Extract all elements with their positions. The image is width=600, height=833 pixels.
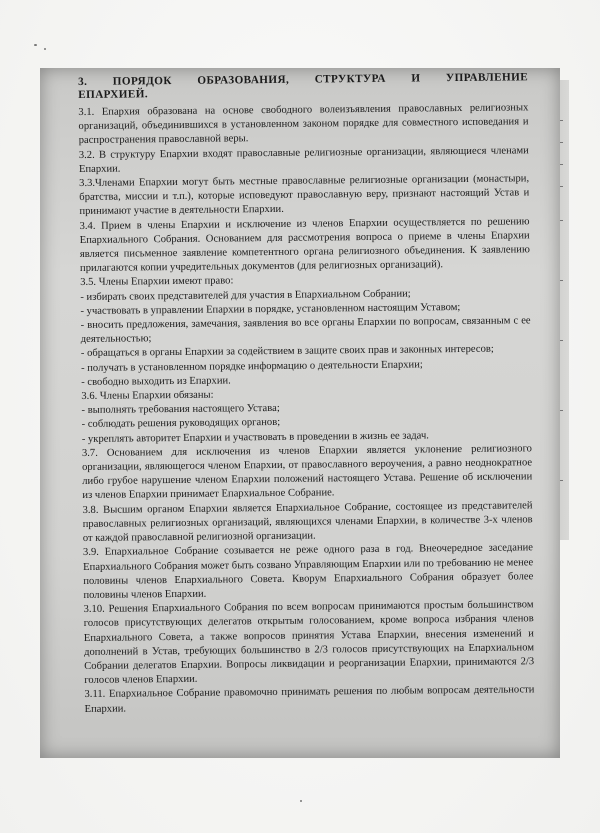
scan-speck (44, 48, 46, 50)
clause-3-9: 3.9. Епархиальное Собрание созывается не реже одного раза в год. Внеочередное заседание Епархиального Собрания может быть созвано Управляющим Епархии или по требованию не менее половины членов Епархиального Совета. Кворум Епархиального Собрания образует более половины членов Епархии. (82, 542, 534, 601)
rights-item: - участвовать в управлении Епархии в порядке, установленном настоящим Уставом; (80, 301, 461, 317)
rights-item: - свободно выходить из Епархии. (81, 375, 231, 388)
duties-item: - выполнять требования настоящего Устава; (81, 403, 280, 417)
clause-3-1: 3.1. Епархия образована на основе свободного волеизъявления православных религиозных организаций, объединившихся в установленном законом порядке для совместного исповедания и распространения православной веры. (78, 102, 529, 147)
heading-line-2: ЕПАРХИЕЙ. (78, 88, 149, 101)
clause-3-4: 3.4. Прием в члены Епархии и исключение из членов Епархии осуществляется по решению Епархиального Собрания. Основанием для рассмотрения вопроса о приеме в члены Епархии является письменное заявление компетентного органа религиозного объединения. К заявлению прилагаются копии учредительных документов (для религиозных организаций). (79, 215, 530, 275)
clause-3-8: 3.8. Высшим органом Епархии является Епархиальное Собрание, состоящее из представителей православных религиозных организаций, являющихся членами Епархии, в количестве 3-х членов от каждой православной религиозной организации. (82, 499, 533, 545)
scan-speck (34, 44, 37, 46)
section-heading (78, 71, 528, 102)
clause-3-7: 3.7. Основанием для исключения из членов Епархии является уклонение религиозного организации, являющегося членом Епархии, от православного вероучения, а равно неоднократное либо грубое нарушение членом Епархии положений настоящего Устава. Решение об исключении из членов Епархии принимает Епархиальное Собрание. (81, 443, 533, 502)
heading-line-1: 3. ПОРЯДОК ОБРАЗОВАНИЯ, СТРУКТУРА И УПРАВЛЕНИЕ (78, 71, 529, 88)
charter-section-3 (78, 71, 535, 716)
rights-item: - избирать своих представителей для участия в Епархиальном Собрании; (80, 288, 411, 303)
rights-item: - обращаться в органы Епархии за содействием в защите своих прав и законных интересов; (80, 344, 494, 360)
scan-speck (300, 800, 302, 802)
duties-item: - соблюдать решения руководящих органов; (81, 417, 281, 431)
clause-3-11: 3.11. Епархиальное Собрание правомочно принимать решения по любым вопросам деятельности Епархии. (84, 684, 535, 715)
duties-item: - укреплять авторитет Епархии и участвовать в проведении в жизнь ее задач. (81, 430, 429, 445)
clause-3-10: 3.10. Решения Епархиального Собрания по всем вопросам принимаются простым большинством голосов присутствующих делегатов открытым голосованием, кроме вопроса избрания членов Епархиального Совета, а также вопросов принятия Устава Епархии, внесения изменений и дополнений в Устав, требующих большинство в 2/3 голосов присутствующих на Епархиальном Собрании делегатов Епархии. Вопросы ликвидации и реорганизации Епархии, принимаются 2/3 голосов членов Епархии. (83, 599, 535, 687)
clause-3-5: 3.5. Члены Епархии имеют право: (80, 275, 234, 289)
clause-3-2: 3.2. В структуру Епархии входят православные религиозные организации, являющиеся членами Епархии. (78, 144, 529, 175)
clause-3-6: 3.6. Члены Епархии обязаны: (81, 389, 214, 403)
rights-item: - получать в установленном порядке информацию о деятельности Епархии; (81, 359, 423, 374)
rights-item: - вносить предложения, замечания, заявления во все органы Епархии по вопросам, связанным с ее деятельностью; (80, 315, 531, 346)
clause-3-3: 3.3.Членами Епархии могут быть местные православные религиозные организации (монастыри, братства, миссии и т.п.), которые исповедуют православную веру, признают настоящий Устав и принимают участие в деятельности Епархии. (79, 173, 530, 218)
